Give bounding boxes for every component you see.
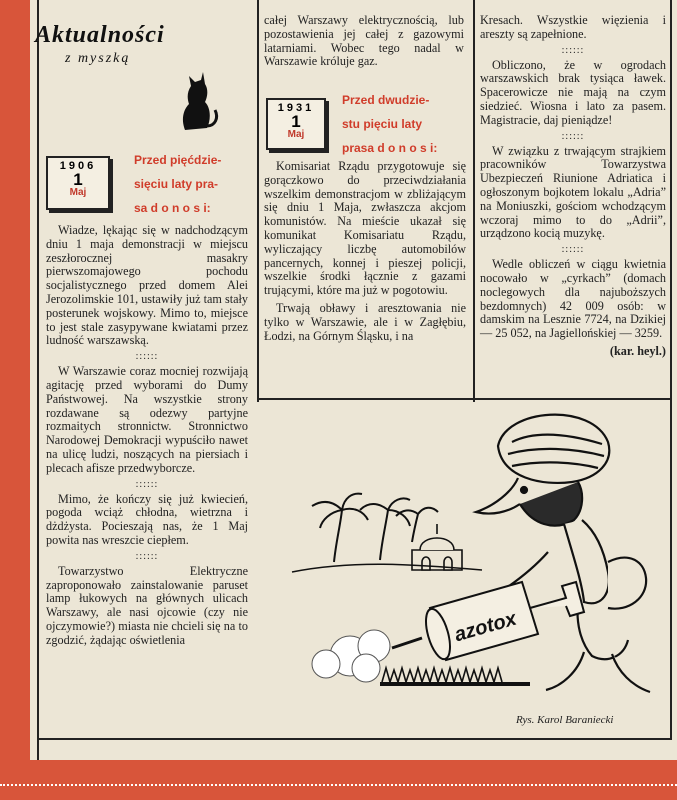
article-paragraph: W związku z trwającym strajkiem pracowników Towarzystwa Ubezpieczeń Riunione Adriatica i ogłoszonym bojkotem lokalu „Adria” na Moniuszki, gościom wchodzącym wczoraj mimo to do „Adrii”, urządzono kocią muzykę. (480, 143, 666, 241)
column-2 (264, 160, 466, 347)
article-paragraph: Komisariat Rządu przygotowuje się gorączkowo do przeciwdziałania wszelkim demonstracjom w zbliżającym się dniu 1 Maja, zwłaszcza akcjom komunistów. Na mieście ukazał się komunikat Komisariatu Rządu, wyliczający liczbę automobilów pancernych, konnej i pieszej policji, wszelkie środki łącznie z gazami trującymi, które ma już w pogotowiu. (264, 159, 466, 298)
spray-can-label: azotox (452, 607, 520, 647)
article-paragraph: Towarzystwo Elektryczne zaproponowało zainstalowanie paruset lamp łukowych na głównych ulicach Warszawy, ale nasi ojcowie (czy nie ojczymowie?) miasta nie chcieli się na to zgodzić, żądając oświetlenia (46, 563, 248, 647)
separator: :::::: (135, 351, 159, 363)
separator: :::::: (561, 44, 585, 56)
column-divider-1 (257, 0, 259, 402)
calendar-day: 1 (291, 112, 301, 131)
heading-1906 (134, 148, 252, 220)
column-3 (480, 14, 666, 359)
calendar-1931 (266, 98, 326, 150)
separator: :::::: (135, 550, 159, 562)
heading-line: Przed pięćdzie- (134, 153, 222, 167)
heading-1931 (342, 88, 470, 160)
calendar-month: Maj (69, 187, 87, 198)
cat-illustration (175, 70, 221, 132)
author-signature: (kar. heyl.) (609, 343, 666, 358)
right-frame-line (670, 0, 672, 740)
heading-line: Przed dwudzie- (342, 93, 430, 107)
calendar-year: 1931 (277, 102, 315, 114)
article-paragraph: Wedle obliczeń w ciągu kwietnia nocowało w „cyrkach” (domach noclegowych dla najuboższych bezdomnych) 42 009 osób: w damskim na Lesznie 7724, na Dzikiej — 25 052, na Jagiellońskiej — 3259. (480, 257, 666, 341)
calendar-day: 1 (73, 170, 83, 189)
column-divider-2 (473, 0, 475, 402)
calendar-1906 (46, 156, 110, 210)
article-paragraph: W Warszawie coraz mocniej rozwijają agitację przed wyborami do Dumy Państwowej. Na wszystkie strony rozdawane są odezwy partyjne rozmaitych stronnictw. Stronnictwo Narodowej Demokracji wypuściło nawet na ulicę ludzi, noszących na piersiach i plecach afisze przedwyborcze. (46, 364, 248, 475)
illustration-credit: Rys. Karol Baraniecki (516, 714, 614, 726)
heading-line: sięciu laty pra- (134, 177, 219, 191)
cartoon-man (476, 415, 650, 692)
article-paragraph: Trwają obławy i aresztowania nie tylko w Warszawie, ale i w Zagłębiu, Łodzi, na Górnym Śląsku, i na (264, 300, 466, 343)
separator: :::::: (561, 244, 585, 256)
section-title-block (35, 22, 225, 132)
article-paragraph: Obliczono, że w ogrodach warszawskich brak tysiąca ławek. Spacerowicze nie mają na czym siedzieć. Wiosna i lato za pasem. Magistracie, daj pieniądze! (480, 57, 666, 127)
calendar-month: Maj (287, 129, 305, 140)
newspaper-page (30, 0, 677, 760)
spray-cloud-icon (312, 630, 390, 682)
article-paragraph: Mimo, że kończy się już kwiecień, pogoda wciąż chłodna, wietrzna i dżdżysta. Pocieszają nas, że 1 Maj powita nas wreszcie ciepłem. (46, 491, 248, 547)
section-subtitle: z myszką (65, 51, 131, 66)
bottom-dotted-edge (0, 776, 677, 786)
mosque-icon (412, 524, 462, 570)
article-paragraph: Kresach. Wszystkie więzienia i areszty są zapełnione. (480, 13, 666, 41)
cartoon-illustration (262, 402, 668, 708)
column-2-top (264, 14, 464, 73)
heading-line: sa d o n o s i: (134, 201, 211, 215)
article-paragraph: Wiadze, lękając się w nadchodzącym dniu 1 maja demonstracji w miejscu zeszłorocznej masakry pierwszomajowego pochodu socjalistycznego przed domem Alei Jerozolimskie 101, ustawiły już tam stały posterunek wojskowy. Mimo to, miejsce to jest stale zasypywane kwiatami przez ludność warszawską. (46, 223, 248, 348)
bottom-frame-line (37, 738, 672, 740)
separator: :::::: (561, 130, 585, 142)
grass-strip (382, 668, 502, 682)
section-title: Aktualności (35, 22, 165, 48)
article-paragraph: całej Warszawy elektrycznością, lub pozostawienia jej całej z gazowymi latarniami. Wobec tego nadal w Warszawie króluje gaz. (264, 13, 464, 69)
column-1 (46, 224, 248, 652)
heading-line: stu pięciu laty (342, 117, 423, 131)
calendar-year: 1906 (59, 160, 97, 172)
separator: :::::: (135, 478, 159, 490)
heading-line: prasa d o n o s i: (342, 141, 438, 155)
illustration-top-line (257, 398, 672, 400)
